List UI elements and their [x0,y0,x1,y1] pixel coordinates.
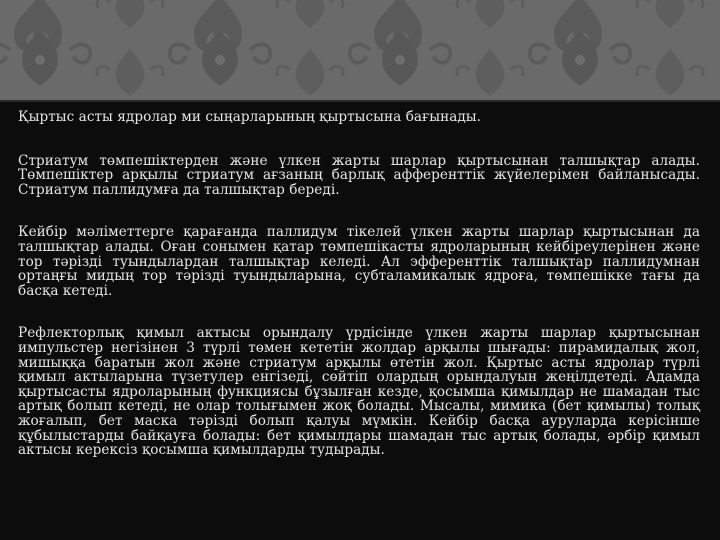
paragraph-striatum: Стриатум төмпешіктерден және үлкен жарты шарлар қыртысынан талшықтар алады. Төмпешіктер арқылы стриатум ағзаның барлық афференттік жүйелерімен байланысады. Стриатум паллидумға да талшықтар береді. [18,152,700,198]
band-divider [0,100,720,102]
slide-body [18,110,700,458]
paragraph-reflex-motor-act: Рефлекторлық қимыл актысы орындалу үрдісінде үлкен жарты шарлар қыртысынан импульстер негізінен 3 түрлі төмен кететін жолдар арқылы шығады: пирамидалық жол, мишыққа баратын жол және стриатум арқылы өтетін жол. Қыртыс асты ядролар түрлі қимыл актыларына түзетулер енгізеді, сөйтіп олардың орындалуын жеңілдетеді. Адамда қыртысасты ядроларының функциясы бұзылған кезде, қосымша қимылдар не шамадан тыс артық болып кетеді, не олар толығымен жоқ болады. Мысалы, мимика (бет қимылы) толық жоғалып, бет маска тәрізді болып қалуы мүмкін. Кейбір басқа ауруларда керісінше құбылыстарды байқауға болады: бет қимылдары шамадан тыс артық болады, әрбір қимыл актысы керексіз қосымша қимылдарды тудырады. [18,325,700,459]
paragraph-pallidum: Кейбір мәліметтерге қарағанда паллидум тікелей үлкен жарты шарлар қыртысынан да талшықтар алады. Оған сонымен қатар төмпешікасты ядроларының кейбіреулерінен және тор тәрізді туындылардан талшықтар келеді. Ал эфференттік талшықтар паллидумнан ортаңғы мидың тор тәрізді туындыларына, субталамикалык ядроға, төмпешікке тағы да басқа кетеді. [18,224,700,299]
damask-pattern [0,0,720,100]
paragraph-subcortical-nuclei: Қыртыс асты ядролар ми сыңарларының қыртысына бағынады. [18,109,482,125]
damask-ornament-band [0,0,720,100]
